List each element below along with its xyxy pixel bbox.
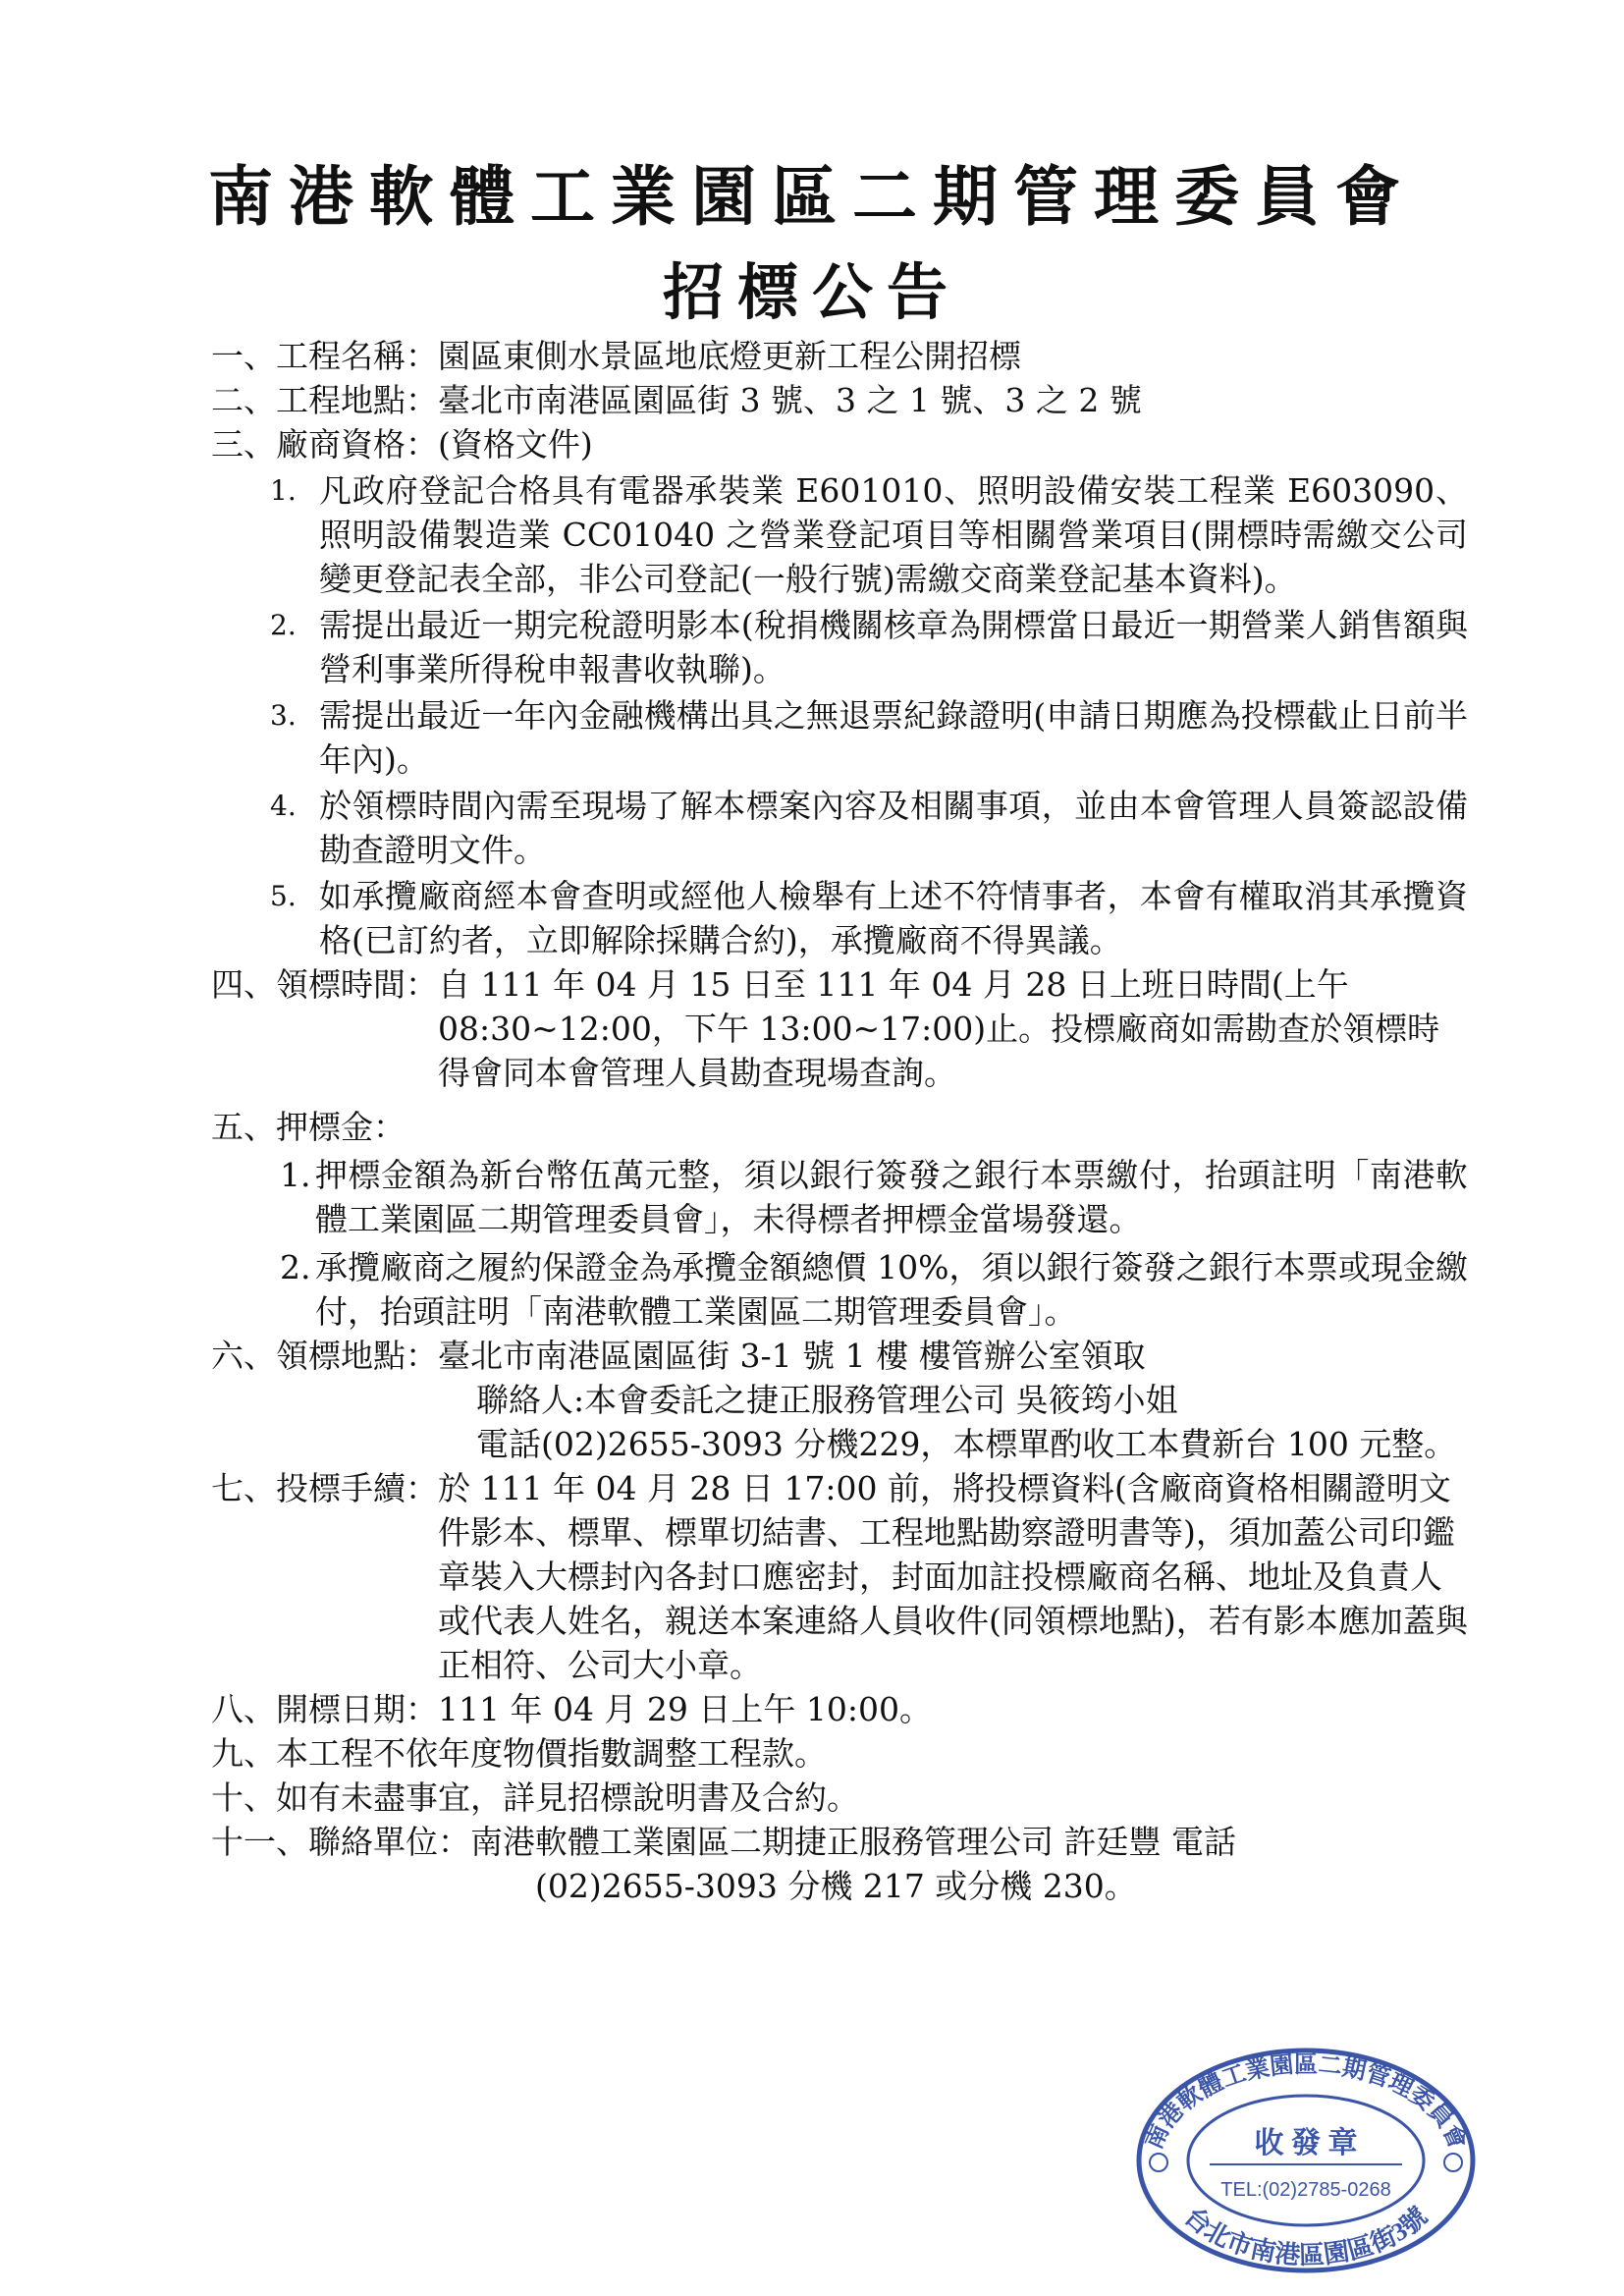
organization-title: 南港軟體工業園區二期管理委員會 xyxy=(208,158,1416,235)
announcement-body xyxy=(211,334,1468,1908)
deposit-item xyxy=(280,1153,1468,1241)
section-label: 五、押標金： xyxy=(211,1108,406,1146)
section-label: 三、廠商資格： xyxy=(211,425,438,464)
item-text: 承攬廠商之履約保證金為承攬金額總價 10%，須以銀行簽發之銀行本票或現金繳付，抬頭註明「南港軟體工業園區二期管理委員會」。 xyxy=(315,1248,1468,1331)
section-label: 七、投標手續： xyxy=(211,1469,438,1507)
section-contact-unit xyxy=(211,1820,1468,1864)
section-value: 於 111 年 04 月 28 日 17:00 前，將投標資料(含廠商資格相關證明文件影本、標單、標單切結書、工程地點勘察證明書等)，須加蓋公司印鑑章裝入大標封內各封口應密封，封面加註投標廠商名稱、地址及負責人或代表人姓名，親送本案連絡人員收件(同領標地點)，若有影本應加蓋與正相符、公司大小章。 xyxy=(438,1469,1468,1684)
stamp-emblem-icon xyxy=(1150,2154,1167,2171)
receipt-seal-stamp xyxy=(1129,2043,1483,2278)
item-text: 如承攬廠商經本會查明或經他人檢舉有上述不符情事者，本會有權取消其承攬資格(已訂約者，立即解除採購合約)，承攬廠商不得異議。 xyxy=(319,877,1468,959)
stamp-address-text: 台北市南港區園區街3號 xyxy=(1178,2202,1434,2270)
section-bidding-procedure xyxy=(211,1466,1468,1687)
section-bid-collection-time xyxy=(211,962,1468,1095)
section-opening-date xyxy=(211,1687,1468,1731)
section-label: 十一、聯絡單位： xyxy=(211,1823,470,1861)
section-value: 臺北市南港區園區街 3-1 號 1 樓 樓管辦公室領取 xyxy=(438,1337,1146,1375)
section-value: 臺北市南港區園區街 3 號、3 之 1 號、3 之 2 號 xyxy=(438,381,1142,419)
document-title: 招標公告 xyxy=(662,256,961,328)
section-label: 二、工程地點： xyxy=(211,381,438,419)
section-value: 南港軟體工業園區二期捷正服務管理公司 許廷豐 電話 xyxy=(470,1823,1236,1861)
qualification-item xyxy=(270,874,1468,962)
item-text: 於領標時間內需至現場了解本標案內容及相關事項，並由本會管理人員簽認設備勘查證明文件。 xyxy=(319,787,1468,869)
deposit-item xyxy=(280,1245,1468,1334)
item-text: 押標金額為新台幣伍萬元整，須以銀行簽發之銀行本票繳付，抬頭註明「南港軟體工業園區二期管理委員會」，未得標者押標金當場發還。 xyxy=(315,1156,1468,1238)
contact-phone: 電話(02)2655-3093 分機229，本標單酌收工本費新台 100 元整。 xyxy=(476,1425,1457,1463)
qualification-item xyxy=(270,468,1468,601)
section-label: 八、開標日期： xyxy=(211,1690,438,1728)
section-text: 十、如有未盡事宜，詳見招標說明書及合約。 xyxy=(211,1778,859,1817)
section-value: 園區東側水景區地底燈更新工程公開招標 xyxy=(438,337,1021,375)
section-other-matters xyxy=(211,1776,1468,1820)
section-price-adjustment xyxy=(211,1731,1468,1776)
section-bid-deposit xyxy=(211,1105,1468,1149)
qualification-item xyxy=(270,784,1468,872)
item-text: 需提出最近一期完稅證明影本(稅捐機關核章為開標當日最近一期營業人銷售額與營利事業所得稅申報書收執聯)。 xyxy=(319,606,1468,688)
item-number: 4. xyxy=(270,790,297,822)
stamp-ring-text: 南港軟體工業園區二期管理委員會 xyxy=(1141,2052,1471,2154)
item-number: 3. xyxy=(270,699,297,732)
section-label: 一、工程名稱： xyxy=(211,337,438,375)
stamp-tel-text: TEL:(02)2785-0268 xyxy=(1220,2179,1391,2201)
item-number: 5. xyxy=(270,880,297,912)
section-project-name xyxy=(211,334,1468,378)
section-project-location xyxy=(211,378,1468,422)
item-text: 需提出最近一年內金融機構出具之無退票紀錄證明(申請日期應為投標截止日前半年內)。 xyxy=(319,696,1468,779)
stamp-emblem-icon xyxy=(1444,2154,1462,2171)
item-number: 1. xyxy=(280,1156,311,1194)
section-vendor-qualification xyxy=(211,422,1468,466)
contact-unit-phone: (02)2655-3093 分機 217 或分機 230。 xyxy=(535,1867,1137,1905)
section-value: (資格文件) xyxy=(438,425,593,464)
section-value: 自 111 年 04 月 15 日至 111 年 04 月 28 日上班日時間(上午 08:30~12:00，下午 13:00~17:00)止。投標廠商如需勘查於領標時得會同本會管理人員勘查現場查詢。 xyxy=(438,965,1440,1092)
qualification-item xyxy=(270,603,1468,691)
section-bid-collection-place xyxy=(211,1334,1468,1378)
item-number: 1. xyxy=(270,474,297,507)
section-text: 九、本工程不依年度物價指數調整工程款。 xyxy=(211,1734,827,1773)
section-value: 111 年 04 月 29 日上午 10:00。 xyxy=(438,1690,933,1728)
qualification-item xyxy=(270,693,1468,782)
section-label: 四、領標時間： xyxy=(211,965,438,1004)
item-text: 凡政府登記合格具有電器承裝業 E601010、照明設備安裝工程業 E603090、照明設備製造業 CC01040 之營業登記項目等相關營業項目(開標時需繳交公司變更登記表全部，非公司登記(一般行號)需繳交商業登記基本資料)。 xyxy=(319,471,1468,598)
stamp-center-text: 收 發 章 xyxy=(1254,2127,1358,2159)
item-number: 2. xyxy=(280,1248,311,1286)
section-label: 六、領標地點： xyxy=(211,1337,438,1375)
contact-person: 聯絡人:本會委託之捷正服務管理公司 吳筱筠小姐 xyxy=(476,1381,1178,1419)
item-number: 2. xyxy=(270,609,297,641)
